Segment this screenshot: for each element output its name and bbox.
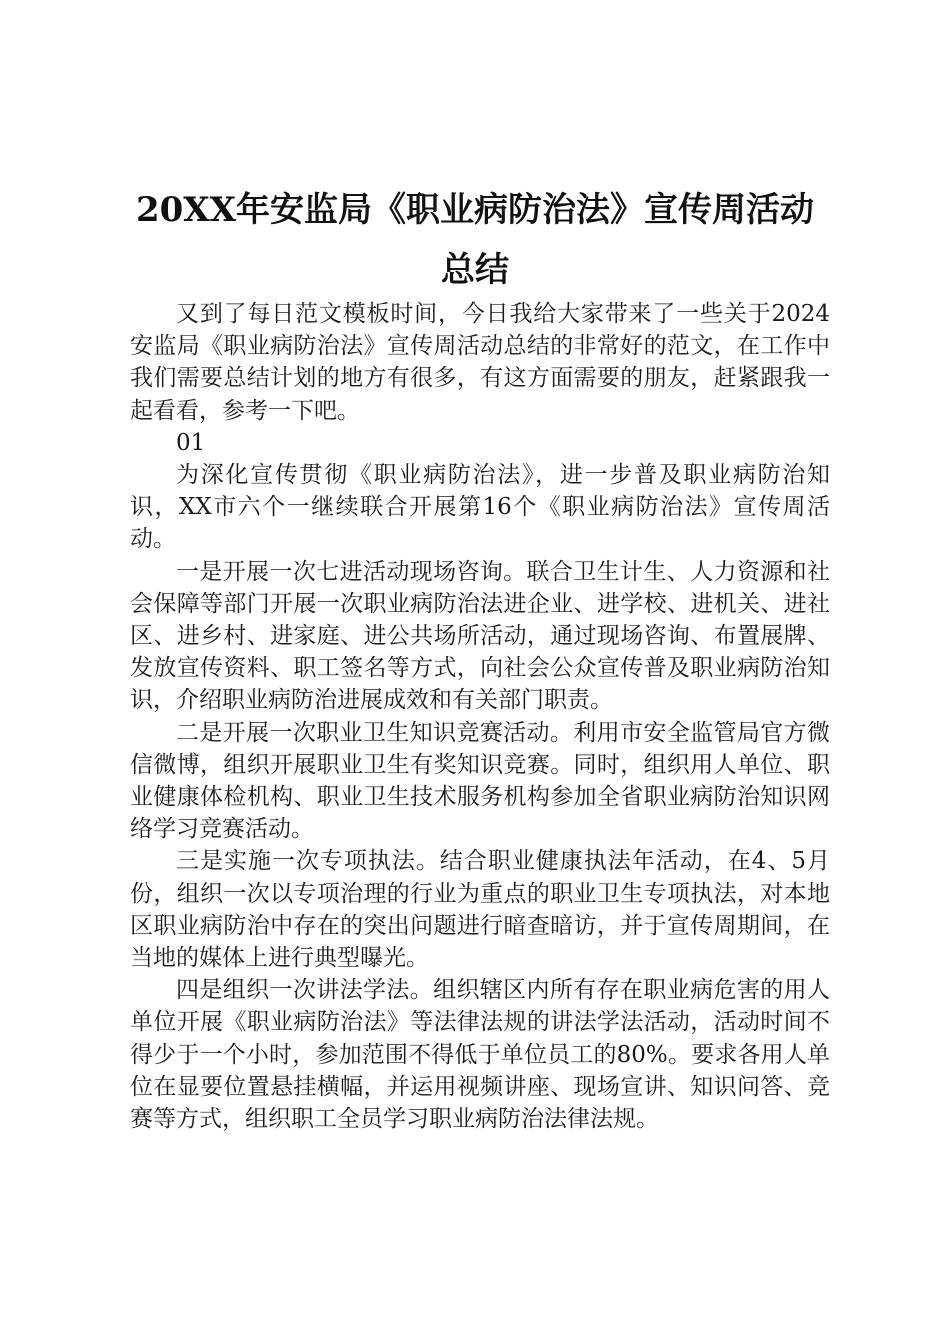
- document-title-line-2: 总结: [441, 250, 509, 290]
- document-body: [130, 298, 830, 1135]
- paragraph-item-3: 三是实施一次专项执法。结合职业健康执法年活动，在4、5月份，组织一次以专项治理的行业为重点的职业卫生专项执法，对本地区职业病防治中存在的突出问题进行暗查暗访，并于宣传周期间，在当地的媒体上进行典型曝光。: [130, 848, 830, 972]
- paragraph-item-2: 二是开展一次职业卫生知识竞赛活动。利用市安全监管局官方微信微博，组织开展职业卫生有奖知识竞赛。同时，组织用人单位、职业健康体检机构、职业卫生技术服务机构参加全省职业病防治知识网络学习竞赛活动。: [130, 719, 830, 843]
- paragraph-overview: 为深化宣传贯彻《职业病防治法》，进一步普及职业病防治知识，XX市六个一继续联合开展第16个《职业病防治法》宣传周活动。: [130, 462, 830, 553]
- paragraph-intro: 又到了每日范文模板时间，今日我给大家带来了一些关于2024安监局《职业病防治法》宣传周活动总结的非常好的范文，在工作中我们需要总结计划的地方有很多，有这方面需要的朋友，赶紧跟我一起看看，参考一下吧。: [130, 301, 830, 424]
- paragraph-item-1: 一是开展一次七进活动现场咨询。联合卫生计生、人力资源和社会保障等部门开展一次职业病防治法进企业、进学校、进机关、进社区、进乡村、进家庭、进公共场所活动，通过现场咨询、布置展牌、发放宣传资料、职工签名等方式，向社会公众宣传普及职业病防治知识，介绍职业病防治进展成效和有关部门职责。: [130, 558, 830, 714]
- section-number: 01: [176, 429, 206, 456]
- paragraph-item-4: 四是组织一次讲法学法。组织辖区内所有存在职业病危害的用人单位开展《职业病防治法》等法律法规的讲法学法活动，活动时间不得少于一个小时，参加范围不得低于单位员工的80%。要求各用人单位在显要位置悬挂横幅，并运用视频讲座、现场宣讲、知识问答、竞赛等方式，组织职工全员学习职业病防治法律法规。: [130, 977, 830, 1133]
- document-title-line-1: 20XX年安监局《职业病防治法》宣传周活动: [135, 190, 815, 230]
